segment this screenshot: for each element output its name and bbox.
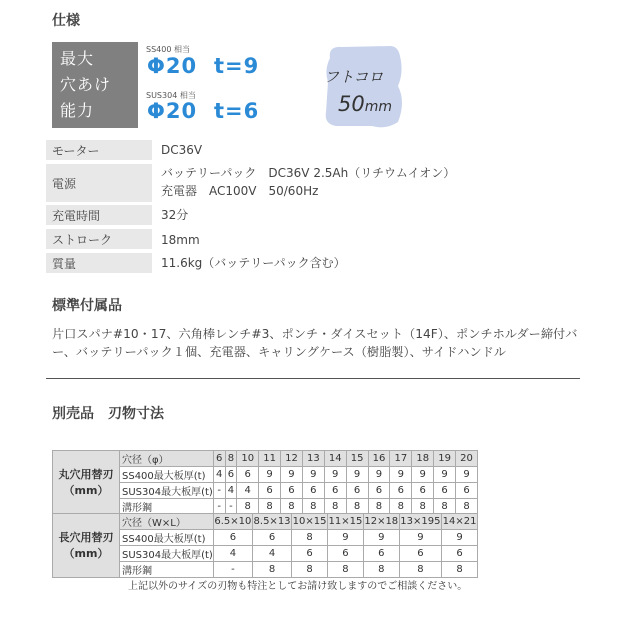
table-cell: 16 [368, 451, 390, 467]
table-cell: 8 [281, 499, 303, 515]
table-cell: 9 [324, 467, 346, 483]
table-cell: 8 [324, 499, 346, 515]
table-cell: 6.5×10 [213, 514, 252, 530]
table-cell: 9 [346, 467, 368, 483]
table-cell: 6 [456, 483, 478, 499]
table-cell: 13 [302, 451, 324, 467]
table-cell: 8 [368, 499, 390, 515]
row-label: 溝形鋼 [120, 499, 214, 515]
table-cell: 6 [213, 530, 252, 546]
table-cell: 6 [324, 483, 346, 499]
row-label: SUS304最大板厚(t) [120, 483, 214, 499]
throat-depth-unit: mm [364, 99, 393, 115]
long-blade-title-line1: 長穴用替刃 [58, 530, 114, 544]
table-cell: 9 [281, 467, 303, 483]
table-cell: 9 [442, 530, 478, 546]
divider [46, 378, 580, 379]
options-heading: 別売品 刃物寸法 [52, 406, 164, 422]
table-cell: 9 [302, 467, 324, 483]
table-cell: 6 [252, 530, 291, 546]
table-cell: 9 [363, 530, 399, 546]
table-cell: 6 [346, 483, 368, 499]
table-cell: 8 [412, 499, 434, 515]
table-cell: 19 [434, 451, 456, 467]
spec-value-weight: 11.6kg（バッテリーパック含む） [161, 256, 346, 270]
table-cell: 6 [412, 483, 434, 499]
round-blade-title-line1: 丸穴用替刃 [58, 467, 114, 481]
accessories-text: 片口スパナ#10・17、六角棒レンチ#3、ポンチ・ダイスセット（14F）、ポンチホルダー締付バー、バッテリーパック１個、充電器、キャリングケース（樹脂製）、サイドハンドル [52, 327, 578, 359]
table-cell: 8 [252, 562, 291, 578]
table-cell: 11 [259, 451, 281, 467]
table-cell: 15 [346, 451, 368, 467]
table-cell: - [213, 562, 252, 578]
ss400-diameter: Φ20 [147, 54, 198, 78]
ss400-tag: SS400 相当 [146, 45, 190, 54]
spec-value-motor: DC36V [161, 143, 203, 157]
table-cell: 4 [252, 546, 291, 562]
spec-value-power-charger: 充電器 AC100V 50/60Hz [161, 184, 319, 198]
spec-value-charge-time: 32分 [161, 208, 189, 222]
table-cell: 14 [324, 451, 346, 467]
table-cell: 8 [292, 562, 328, 578]
table-cell: 4 [213, 546, 252, 562]
hero-label-line: 最大 [60, 49, 95, 68]
table-cell: 8 [292, 530, 328, 546]
table-cell: 6 [281, 483, 303, 499]
table-cell: 8 [399, 562, 441, 578]
sus304-tag: SUS304 相当 [146, 91, 196, 100]
table-cell: 8 [259, 499, 281, 515]
table-cell: 11×15 [327, 514, 363, 530]
table-cell: 9 [412, 467, 434, 483]
ss400-thickness: t=9 [214, 54, 260, 78]
table-cell: 8.5×13 [252, 514, 291, 530]
spec-label-charge-time: 充電時間 [46, 205, 152, 225]
throat-depth-value [338, 92, 392, 116]
table-cell: 4 [237, 483, 259, 499]
table-cell: 10×15 [292, 514, 328, 530]
spec-label-motor: モーター [46, 140, 152, 160]
spec-value-stroke: 18mm [161, 233, 200, 247]
spec-label-stroke: ストローク [46, 229, 152, 249]
table-cell: 8 [363, 562, 399, 578]
max-drilling-capacity-label [52, 42, 138, 128]
table-cell: 10 [237, 451, 259, 467]
table-cell: 9 [327, 530, 363, 546]
table-cell: 9 [390, 467, 412, 483]
table-cell: 8 [225, 451, 237, 467]
table-cell: 13×195 [399, 514, 441, 530]
round-blade-title-line2: （mm） [63, 483, 109, 497]
table-cell: 18 [412, 451, 434, 467]
long-blade-header-label: 穴径（W×L） [120, 514, 214, 530]
table-cell: 8 [442, 562, 478, 578]
table-cell: 6 [390, 483, 412, 499]
long-blade-table [52, 513, 478, 578]
table-cell: 6 [368, 483, 390, 499]
round-blade-title [53, 451, 120, 515]
table-cell: 6 [399, 546, 441, 562]
table-cell: 6 [363, 546, 399, 562]
table-cell: 6 [302, 483, 324, 499]
hero-label-line: 能力 [60, 101, 95, 120]
table-cell: 20 [456, 451, 478, 467]
custom-order-note: 上記以外のサイズの刃物も特注としてお請け致しますのでご相談ください。 [128, 581, 468, 592]
row-label: 溝形鋼 [120, 562, 214, 578]
accessories-heading: 標準付属品 [52, 298, 122, 314]
table-cell: 8 [456, 499, 478, 515]
table-cell: 17 [390, 451, 412, 467]
round-blade-table [52, 450, 478, 515]
sus304-thickness: t=6 [214, 99, 260, 123]
throat-depth-label: フトコロ [324, 68, 384, 86]
table-cell: 6 [225, 467, 237, 483]
table-cell: - [225, 499, 237, 515]
table-cell: 14×21 [442, 514, 478, 530]
table-cell: 6 [442, 546, 478, 562]
row-label: SS400最大板厚(t) [120, 530, 214, 546]
table-cell: 6 [292, 546, 328, 562]
table-cell: 8 [237, 499, 259, 515]
sus304-diameter: Φ20 [147, 99, 198, 123]
table-cell: 4 [225, 483, 237, 499]
table-cell: 8 [302, 499, 324, 515]
table-cell: 4 [213, 467, 225, 483]
table-cell: - [213, 483, 225, 499]
table-cell: 9 [434, 467, 456, 483]
table-cell: 8 [346, 499, 368, 515]
table-cell: 8 [434, 499, 456, 515]
hero-label-line: 穴あけ [60, 75, 112, 94]
long-blade-title-line2: （mm） [63, 546, 109, 560]
table-cell: 6 [237, 467, 259, 483]
table-cell: 6 [213, 451, 225, 467]
table-cell: 8 [327, 562, 363, 578]
table-cell: - [213, 499, 225, 515]
table-cell: 9 [259, 467, 281, 483]
table-cell: 6 [434, 483, 456, 499]
row-label: SUS304最大板厚(t) [120, 546, 214, 562]
table-cell: 9 [399, 530, 441, 546]
throat-depth-number: 50 [338, 92, 365, 116]
spec-label-weight: 質量 [46, 253, 152, 273]
table-cell: 9 [368, 467, 390, 483]
table-cell: 9 [456, 467, 478, 483]
long-blade-title [53, 514, 120, 578]
table-cell: 6 [327, 546, 363, 562]
round-blade-header-label: 穴径（φ） [120, 451, 214, 467]
spec-label-power: 電源 [46, 164, 152, 202]
spec-heading: 仕様 [52, 13, 80, 29]
spec-value-power-battery: バッテリーパック DC36V 2.5Ah（リチウムイオン） [161, 166, 456, 180]
table-cell: 12×18 [363, 514, 399, 530]
table-cell: 12 [281, 451, 303, 467]
table-cell: 8 [390, 499, 412, 515]
table-cell: 6 [259, 483, 281, 499]
row-label: SS400最大板厚(t) [120, 467, 214, 483]
